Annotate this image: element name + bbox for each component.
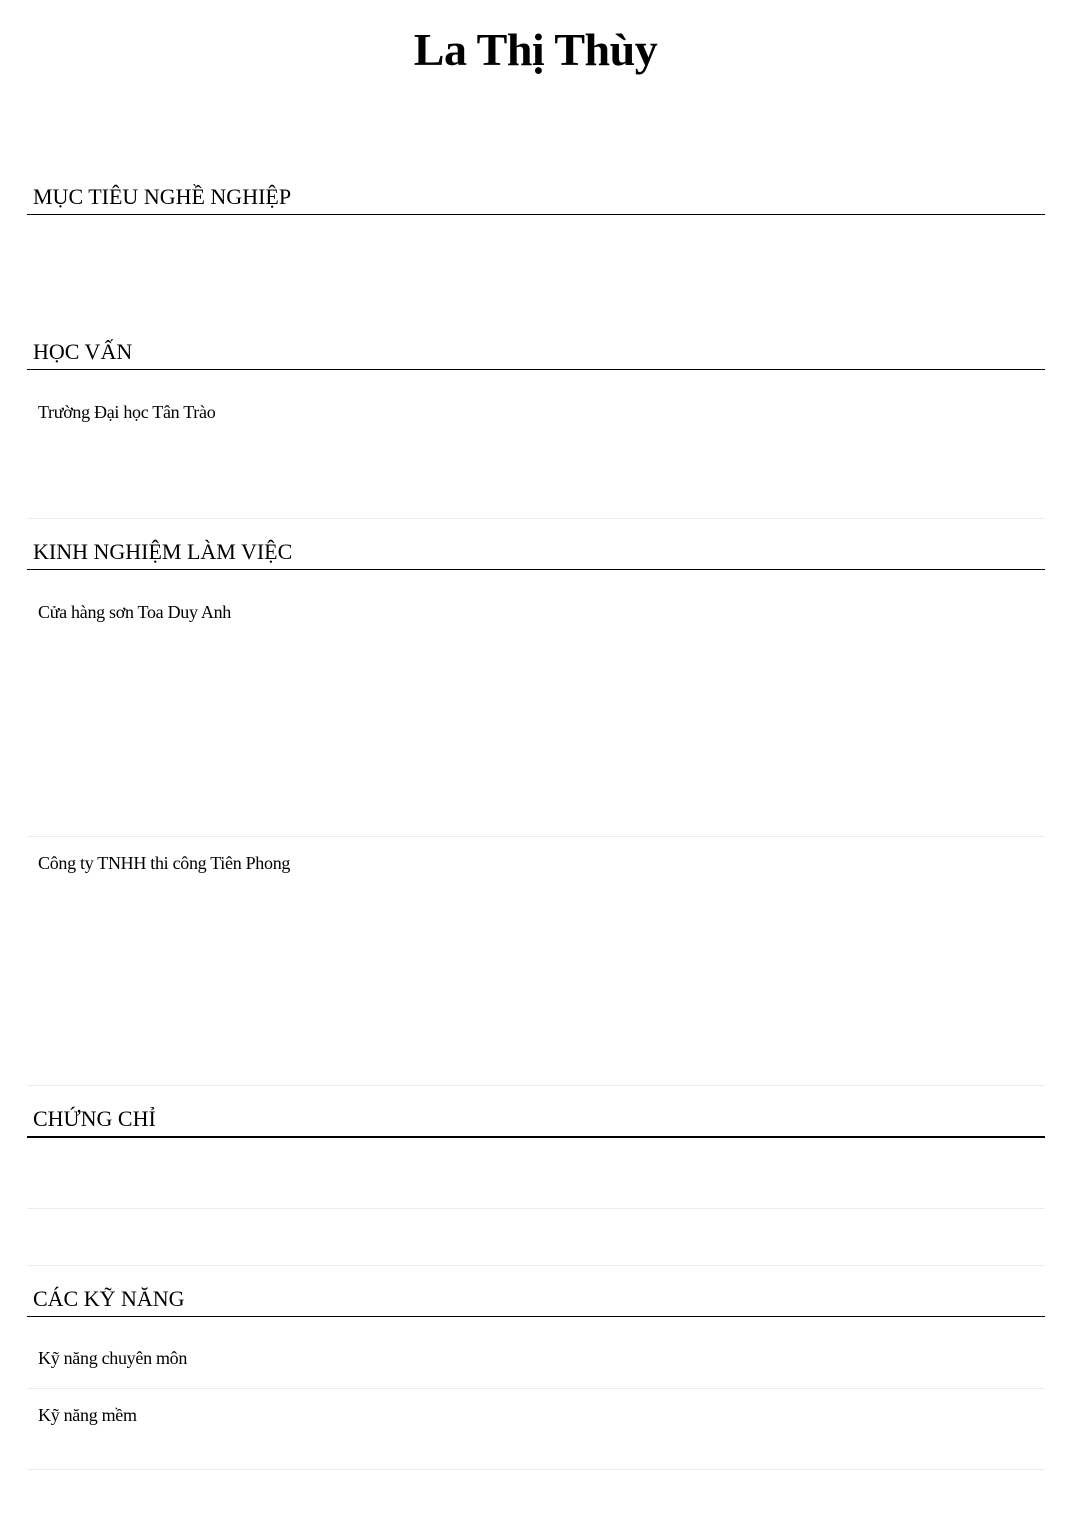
section-title-certificates: CHỨNG CHỈ <box>27 1106 1045 1138</box>
skill-category: Kỹ năng mềm <box>38 1405 137 1425</box>
skill-category: Kỹ năng chuyên môn <box>38 1348 188 1368</box>
section-divider <box>27 1265 1045 1266</box>
section-divider <box>27 1469 1045 1470</box>
entry-divider <box>27 1208 1045 1209</box>
section-divider <box>27 1085 1045 1086</box>
section-title-skills: CÁC KỸ NĂNG <box>27 1286 1045 1317</box>
entry-divider <box>27 1388 1045 1389</box>
section-divider <box>27 518 1045 519</box>
section-title-experience: KINH NGHIỆM LÀM VIỆC <box>27 539 1045 570</box>
section-title-education: HỌC VẤN <box>27 339 1045 370</box>
experience-company: Cửa hàng sơn Toa Duy Anh <box>38 602 231 622</box>
entry-divider <box>27 836 1045 837</box>
education-school: Trường Đại học Tân Trào <box>38 402 216 422</box>
candidate-name: La Thị Thùy <box>413 24 658 75</box>
section-title-objective: MỤC TIÊU NGHỀ NGHIỆP <box>27 184 1045 215</box>
experience-company: Công ty TNHH thi công Tiên Phong <box>38 853 291 873</box>
